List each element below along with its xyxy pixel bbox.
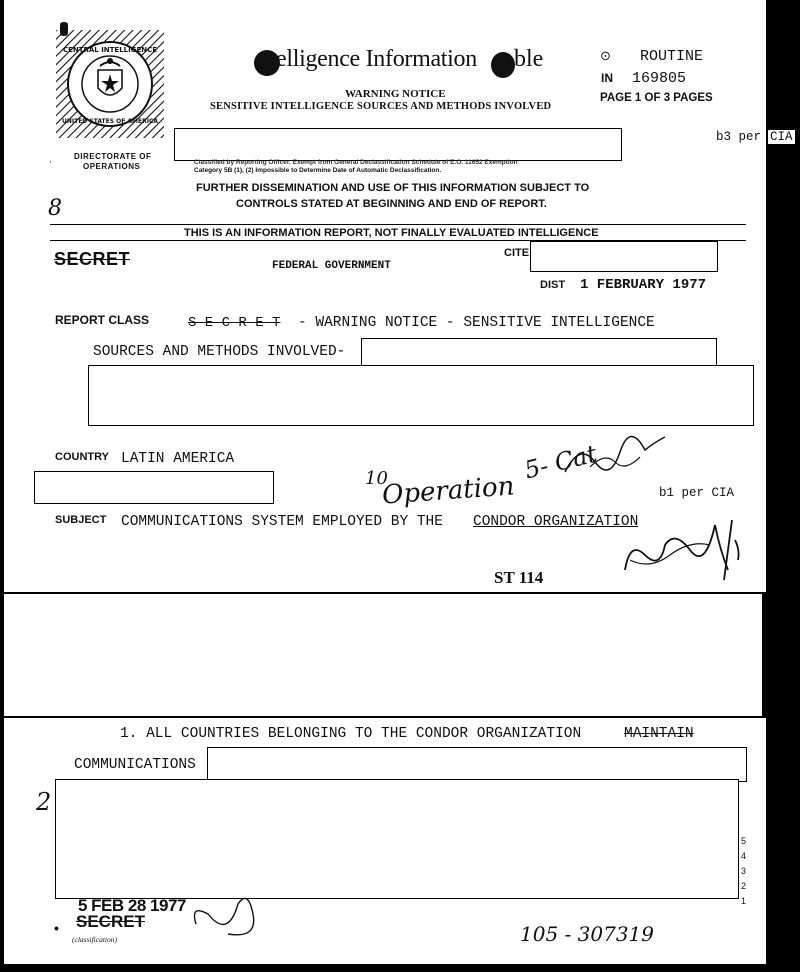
subject-label: SUBJECT — [55, 514, 107, 526]
title-blot-right — [491, 52, 515, 78]
handwritten-signature — [620, 510, 745, 585]
redaction-box-country — [34, 471, 274, 504]
operations-label: OPERATIONS — [83, 162, 141, 171]
page-count: PAGE 1 OF 3 PAGES — [600, 92, 713, 104]
handwritten-margin-mark: 2 — [36, 788, 52, 816]
subject-value-pre: COMMUNICATIONS SYSTEM EMPLOYED BY THE — [121, 514, 443, 530]
b1-note: b1 per CIA — [659, 486, 735, 500]
redaction-box-report-class — [361, 338, 717, 367]
handwritten-scribble-top — [560, 432, 670, 482]
redaction-box-cite — [530, 241, 718, 272]
margin-number-1: 1 — [741, 896, 747, 906]
handwritten-five-cat: 5- Cat — [521, 439, 600, 485]
body-para-1: 1. ALL COUNTRIES BELONGING TO THE CONDOR ORGANIZATION — [120, 726, 582, 742]
svg-text:CENTRAL INTELLIGENCE: CENTRAL INTELLIGENCE — [62, 46, 158, 54]
dissemination-line-1: FURTHER DISSEMINATION AND USE OF THIS INFORMATION SUBJECT TO — [196, 182, 590, 194]
country-value: LATIN AMERICA — [121, 451, 235, 467]
precedence-marker: ⊙ — [600, 48, 611, 63]
handwritten-operation: Operation — [381, 471, 516, 511]
margin-number-3: 3 — [741, 866, 747, 876]
cia-seal — [56, 30, 164, 138]
dissemination-line-2: CONTROLS STATED AT BEGINNING AND END OF REPORT. — [236, 198, 547, 210]
cia-seal-icon — [56, 30, 164, 138]
corner-blot — [60, 22, 68, 36]
in-label: IN — [601, 71, 613, 85]
handwritten-ten: 10 — [365, 468, 388, 489]
b3-note-box: CIA — [767, 129, 796, 145]
redaction-box-body-line — [207, 747, 747, 782]
subject-value-post: CONDOR ORGANIZATION — [473, 514, 639, 530]
precedence-value: ROUTINE — [640, 48, 704, 65]
info-report-line: THIS IS AN INFORMATION REPORT, NOT FINALLY EVALUATED INTELLIGENCE — [184, 227, 599, 239]
b3-note: b3 per — [716, 130, 762, 144]
redaction-box-large-1 — [88, 365, 754, 426]
warning-subtitle: SENSITIVE INTELLIGENCE SOURCES AND METHODS INVOLVED — [210, 101, 552, 112]
scan-band-right-1 — [762, 592, 800, 716]
svg-text:UNITED STATES OF AMERICA: UNITED STATES OF AMERICA — [61, 118, 159, 125]
warning-title: WARNING NOTICE — [345, 88, 446, 100]
cite-label: CITE — [504, 247, 530, 259]
classification-top: SECRET — [54, 249, 131, 269]
divider-3 — [0, 592, 766, 594]
dist-value: 1 FEBRUARY 1977 — [580, 277, 707, 293]
country-label: COUNTRY — [55, 451, 109, 463]
classification-bottom: SECRET — [76, 912, 145, 931]
report-class-label: REPORT CLASS — [55, 313, 150, 327]
report-class-struck: S E C R E T — [188, 315, 281, 331]
margin-number-4: 4 — [741, 851, 747, 861]
scan-edge-bottom — [0, 964, 800, 972]
bullet-dot: • — [54, 920, 59, 936]
redaction-box-header — [174, 128, 622, 161]
handwritten-bottom-number: 105 - 307319 — [520, 922, 654, 946]
small-tick: ' — [50, 160, 52, 169]
scan-edge-right — [766, 0, 800, 972]
dist-label: DIST — [540, 279, 566, 291]
classified-line: Classified by Reporting Officer. Exempt from General Declassification Schedule of E.O. 11652 Exemption — [194, 159, 518, 166]
st-code: ST 114 — [494, 568, 544, 587]
in-number: 169805 — [632, 70, 687, 87]
federal-government: FEDERAL GOVERNMENT — [272, 260, 391, 272]
scan-edge-left — [0, 0, 4, 972]
page-title-end: ble — [514, 46, 544, 72]
report-class-text-1: - WARNING NOTICE - SENSITIVE INTELLIGENCE — [298, 315, 655, 331]
handwritten-left-mark: 8 — [48, 196, 62, 221]
body-para-1-line2: COMMUNICATIONS — [74, 757, 196, 773]
category-line: Category 5B (1), (2) Impossible to Determine Date of Automatic Declassification. — [194, 167, 442, 174]
redaction-box-body-large — [55, 779, 739, 899]
handwritten-loop — [188, 884, 268, 944]
classification-caption: (classification) — [72, 935, 117, 944]
report-class-text-2: SOURCES AND METHODS INVOLVED- — [93, 344, 346, 360]
divider-1 — [50, 224, 746, 225]
page-title: elligence Information — [276, 46, 477, 72]
divider-4 — [0, 716, 766, 718]
date-stamp: 5 FEB 28 1977 — [78, 896, 186, 915]
directorate-label: DIRECTORATE OF — [74, 152, 152, 161]
margin-number-2: 2 — [741, 881, 747, 891]
margin-number-5: 5 — [741, 836, 747, 846]
body-para-1-struck: MAINTAIN — [624, 726, 694, 742]
